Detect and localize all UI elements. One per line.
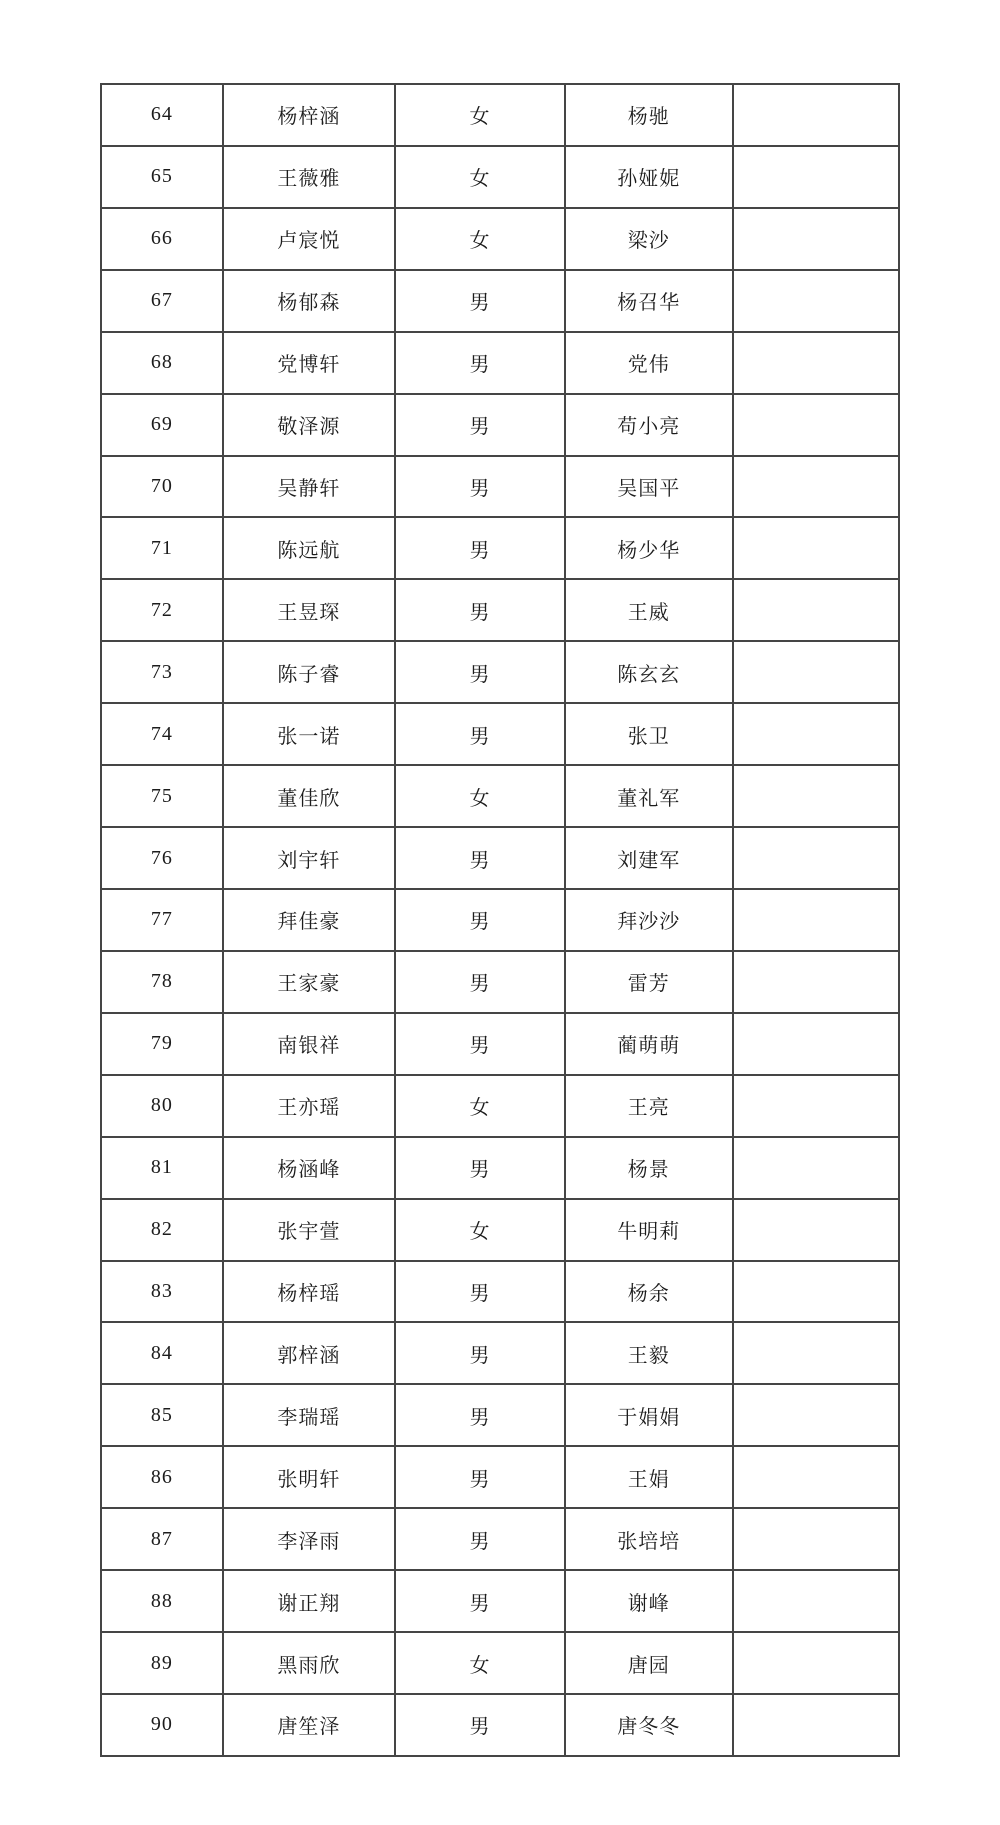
gender-cell: 男 [395, 951, 565, 1013]
index-cell: 83 [101, 1261, 223, 1323]
gender-cell: 男 [395, 1508, 565, 1570]
index-cell: 87 [101, 1508, 223, 1570]
guardian-name-cell: 吴国平 [565, 456, 733, 518]
index-cell: 71 [101, 517, 223, 579]
gender-cell: 男 [395, 641, 565, 703]
guardian-name-cell: 董礼军 [565, 765, 733, 827]
blank-cell [733, 456, 899, 518]
student-name-cell: 杨梓瑶 [223, 1261, 395, 1323]
index-cell: 81 [101, 1137, 223, 1199]
table-row [101, 641, 899, 703]
index-cell: 69 [101, 394, 223, 456]
guardian-name-cell: 张卫 [565, 703, 733, 765]
table-row [101, 1446, 899, 1508]
index-cell: 75 [101, 765, 223, 827]
index-cell: 64 [101, 84, 223, 146]
blank-cell [733, 208, 899, 270]
table-row [101, 1694, 899, 1756]
table-row [101, 394, 899, 456]
student-name-cell: 拜佳豪 [223, 889, 395, 951]
student-name-cell: 陈子睿 [223, 641, 395, 703]
guardian-name-cell: 苟小亮 [565, 394, 733, 456]
blank-cell [733, 703, 899, 765]
blank-cell [733, 1322, 899, 1384]
student-name-cell: 黑雨欣 [223, 1632, 395, 1694]
guardian-name-cell: 拜沙沙 [565, 889, 733, 951]
index-cell: 79 [101, 1013, 223, 1075]
table-row [101, 951, 899, 1013]
blank-cell [733, 889, 899, 951]
blank-cell [733, 827, 899, 889]
gender-cell: 男 [395, 1570, 565, 1632]
guardian-name-cell: 张培培 [565, 1508, 733, 1570]
blank-cell [733, 1137, 899, 1199]
blank-cell [733, 765, 899, 827]
gender-cell: 男 [395, 1446, 565, 1508]
guardian-name-cell: 党伟 [565, 332, 733, 394]
index-cell: 90 [101, 1694, 223, 1756]
index-cell: 85 [101, 1384, 223, 1446]
gender-cell: 男 [395, 456, 565, 518]
index-cell: 86 [101, 1446, 223, 1508]
student-name-cell: 王薇雅 [223, 146, 395, 208]
guardian-name-cell: 王娟 [565, 1446, 733, 1508]
student-name-cell: 吴静轩 [223, 456, 395, 518]
student-name-cell: 杨涵峰 [223, 1137, 395, 1199]
guardian-name-cell: 杨景 [565, 1137, 733, 1199]
student-name-cell: 谢正翔 [223, 1570, 395, 1632]
gender-cell: 男 [395, 270, 565, 332]
table-row [101, 1013, 899, 1075]
blank-cell [733, 146, 899, 208]
index-cell: 72 [101, 579, 223, 641]
table-row [101, 703, 899, 765]
student-name-cell: 卢宸悦 [223, 208, 395, 270]
blank-cell [733, 1199, 899, 1261]
index-cell: 67 [101, 270, 223, 332]
gender-cell: 男 [395, 827, 565, 889]
table-row [101, 1570, 899, 1632]
table-row [101, 1508, 899, 1570]
guardian-name-cell: 孙娅妮 [565, 146, 733, 208]
table-row [101, 1322, 899, 1384]
gender-cell: 男 [395, 1261, 565, 1323]
table-row [101, 1261, 899, 1323]
student-name-cell: 李泽雨 [223, 1508, 395, 1570]
student-name-cell: 党博轩 [223, 332, 395, 394]
gender-cell: 男 [395, 394, 565, 456]
blank-cell [733, 1446, 899, 1508]
table-row [101, 1199, 899, 1261]
student-name-cell: 董佳欣 [223, 765, 395, 827]
student-name-cell: 南银祥 [223, 1013, 395, 1075]
index-cell: 82 [101, 1199, 223, 1261]
guardian-name-cell: 王威 [565, 579, 733, 641]
blank-cell [733, 1075, 899, 1137]
student-name-cell: 王家豪 [223, 951, 395, 1013]
blank-cell [733, 517, 899, 579]
index-cell: 80 [101, 1075, 223, 1137]
gender-cell: 男 [395, 1384, 565, 1446]
table-row [101, 146, 899, 208]
guardian-name-cell: 杨余 [565, 1261, 733, 1323]
student-name-cell: 杨郁森 [223, 270, 395, 332]
guardian-name-cell: 唐园 [565, 1632, 733, 1694]
blank-cell [733, 84, 899, 146]
gender-cell: 男 [395, 1322, 565, 1384]
table-row [101, 1384, 899, 1446]
student-roster-table [100, 83, 900, 1757]
student-name-cell: 王亦瑶 [223, 1075, 395, 1137]
guardian-name-cell: 杨召华 [565, 270, 733, 332]
gender-cell: 男 [395, 889, 565, 951]
blank-cell [733, 1570, 899, 1632]
gender-cell: 男 [395, 579, 565, 641]
index-cell: 68 [101, 332, 223, 394]
index-cell: 66 [101, 208, 223, 270]
blank-cell [733, 1013, 899, 1075]
gender-cell: 女 [395, 765, 565, 827]
student-name-cell: 张明轩 [223, 1446, 395, 1508]
student-name-cell: 刘宇轩 [223, 827, 395, 889]
blank-cell [733, 951, 899, 1013]
guardian-name-cell: 雷芳 [565, 951, 733, 1013]
index-cell: 84 [101, 1322, 223, 1384]
guardian-name-cell: 王毅 [565, 1322, 733, 1384]
table-row [101, 827, 899, 889]
gender-cell: 女 [395, 1199, 565, 1261]
gender-cell: 男 [395, 517, 565, 579]
index-cell: 77 [101, 889, 223, 951]
student-name-cell: 郭梓涵 [223, 1322, 395, 1384]
index-cell: 70 [101, 456, 223, 518]
student-name-cell: 王昱琛 [223, 579, 395, 641]
blank-cell [733, 1261, 899, 1323]
table-row [101, 889, 899, 951]
table-row [101, 456, 899, 518]
gender-cell: 男 [395, 332, 565, 394]
table-row [101, 765, 899, 827]
index-cell: 88 [101, 1570, 223, 1632]
guardian-name-cell: 蔺萌萌 [565, 1013, 733, 1075]
blank-cell [733, 1632, 899, 1694]
index-cell: 74 [101, 703, 223, 765]
student-name-cell: 杨梓涵 [223, 84, 395, 146]
student-name-cell: 李瑞瑶 [223, 1384, 395, 1446]
guardian-name-cell: 杨少华 [565, 517, 733, 579]
blank-cell [733, 1508, 899, 1570]
table-row [101, 208, 899, 270]
gender-cell: 女 [395, 1075, 565, 1137]
student-name-cell: 张宇萱 [223, 1199, 395, 1261]
table-row [101, 270, 899, 332]
gender-cell: 男 [395, 1013, 565, 1075]
blank-cell [733, 1384, 899, 1446]
index-cell: 76 [101, 827, 223, 889]
gender-cell: 男 [395, 703, 565, 765]
student-name-cell: 敬泽源 [223, 394, 395, 456]
guardian-name-cell: 于娟娟 [565, 1384, 733, 1446]
guardian-name-cell: 唐冬冬 [565, 1694, 733, 1756]
guardian-name-cell: 刘建军 [565, 827, 733, 889]
student-name-cell: 陈远航 [223, 517, 395, 579]
index-cell: 73 [101, 641, 223, 703]
roster-table-body [101, 84, 899, 1756]
table-row [101, 579, 899, 641]
gender-cell: 女 [395, 1632, 565, 1694]
table-row [101, 332, 899, 394]
student-name-cell: 唐笙泽 [223, 1694, 395, 1756]
blank-cell [733, 641, 899, 703]
gender-cell: 女 [395, 84, 565, 146]
guardian-name-cell: 牛明莉 [565, 1199, 733, 1261]
guardian-name-cell: 王亮 [565, 1075, 733, 1137]
guardian-name-cell: 杨驰 [565, 84, 733, 146]
table-row [101, 517, 899, 579]
index-cell: 78 [101, 951, 223, 1013]
table-row [101, 1137, 899, 1199]
table-row [101, 84, 899, 146]
blank-cell [733, 1694, 899, 1756]
guardian-name-cell: 陈玄玄 [565, 641, 733, 703]
table-row [101, 1632, 899, 1694]
blank-cell [733, 394, 899, 456]
guardian-name-cell: 梁沙 [565, 208, 733, 270]
blank-cell [733, 270, 899, 332]
index-cell: 65 [101, 146, 223, 208]
index-cell: 89 [101, 1632, 223, 1694]
blank-cell [733, 332, 899, 394]
gender-cell: 男 [395, 1694, 565, 1756]
gender-cell: 女 [395, 146, 565, 208]
gender-cell: 男 [395, 1137, 565, 1199]
student-name-cell: 张一诺 [223, 703, 395, 765]
blank-cell [733, 579, 899, 641]
guardian-name-cell: 谢峰 [565, 1570, 733, 1632]
gender-cell: 女 [395, 208, 565, 270]
table-row [101, 1075, 899, 1137]
